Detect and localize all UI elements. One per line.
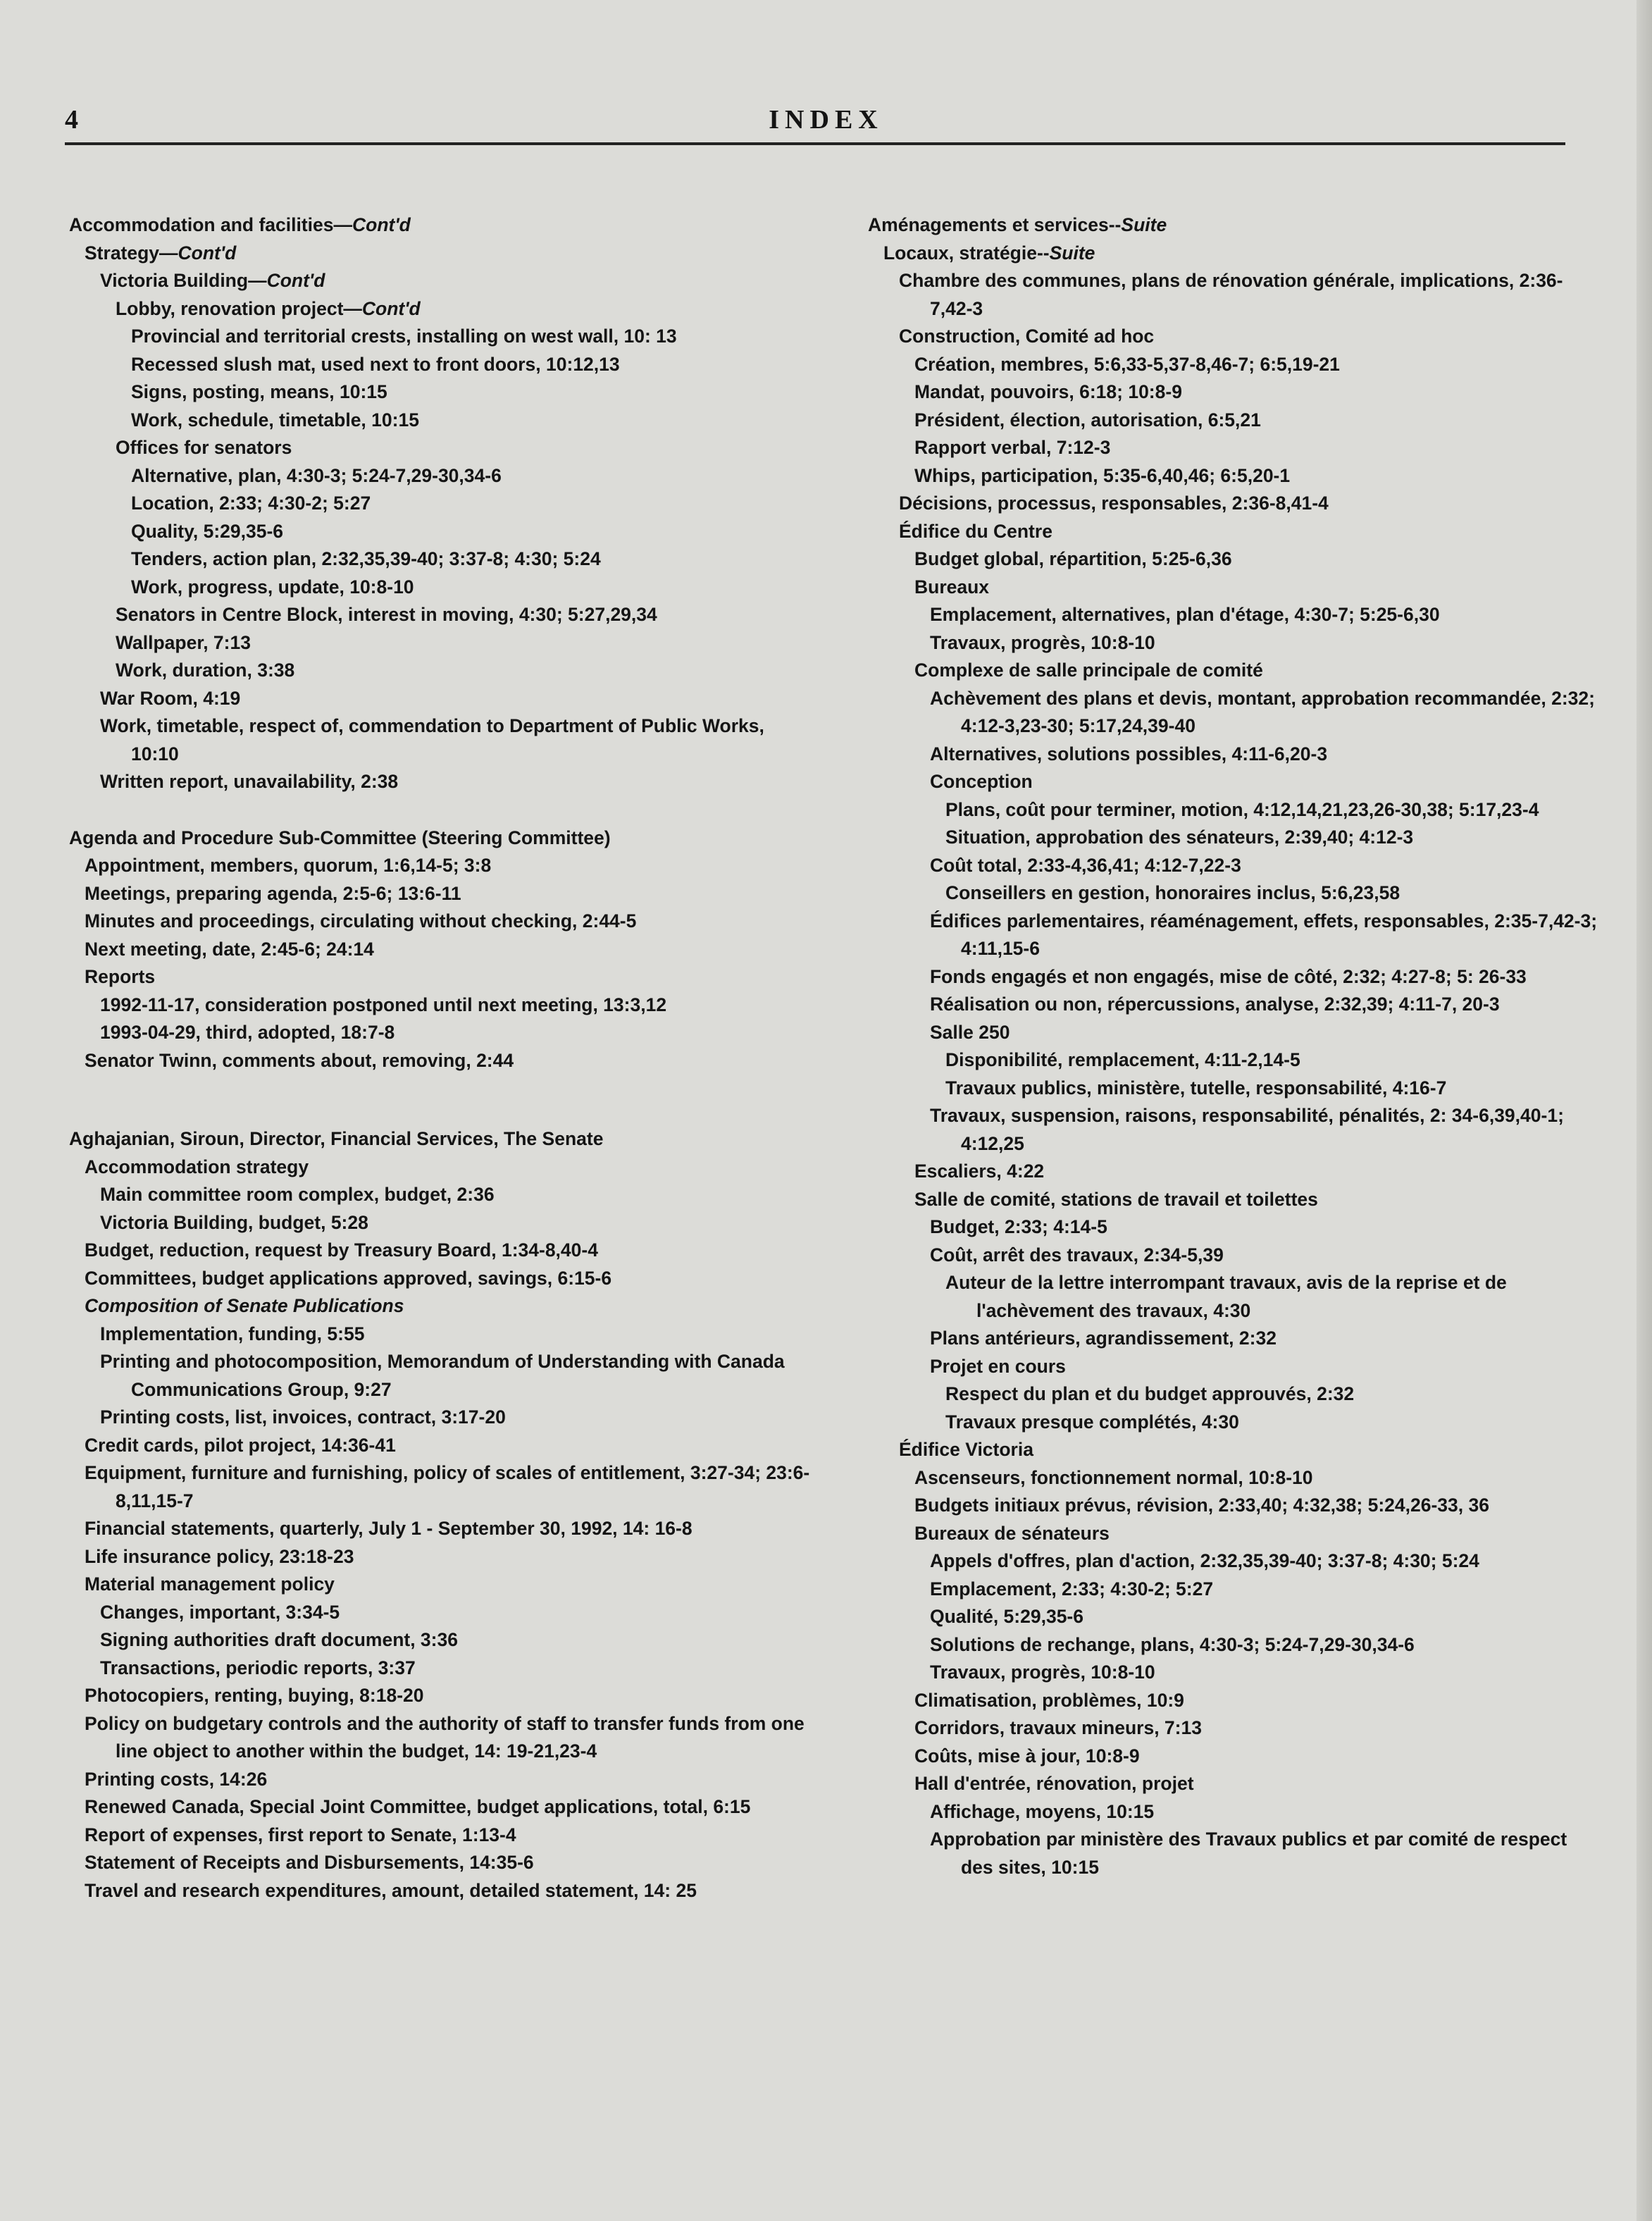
- index-entry-text: Coûts, mise à jour, 10:8-9: [914, 1745, 1140, 1767]
- index-entry: [69, 378, 816, 407]
- index-entry: [69, 490, 816, 518]
- index-entry-text: Provincial and territorial crests, installing on west wall, 10: 13: [131, 326, 677, 347]
- index-entry-separator: —: [343, 297, 362, 319]
- index-entry-text: Changes, important, 3:34-5: [100, 1601, 340, 1623]
- index-entry-text: Solutions de rechange, plans, 4:30-3; 5:24-7,29-30,34-6: [930, 1633, 1415, 1655]
- index-entry: [69, 1626, 816, 1654]
- index-entry-separator: --: [1108, 214, 1122, 235]
- index-entry-text: Décisions, processus, responsables, 2:36-8,41-4: [899, 493, 1329, 514]
- index-entry: [69, 1404, 816, 1432]
- index-entry-text: Aménagements et services: [868, 214, 1109, 235]
- index-entry-text: Life insurance policy, 23:18-23: [85, 1545, 354, 1567]
- index-entry-text: Implementation, funding, 5:55: [100, 1323, 365, 1344]
- index-entry: [69, 1710, 816, 1766]
- index-entry: [868, 462, 1601, 490]
- index-entry: [868, 879, 1601, 908]
- index-entry-text: Président, élection, autorisation, 6:5,21: [914, 409, 1261, 431]
- index-entry-text: Renewed Canada, Special Joint Committee, budget applications, total, 6:15: [85, 1796, 751, 1817]
- index-entry-text: Meetings, preparing agenda, 2:5-6; 13:6-11: [85, 882, 461, 904]
- index-entry-text: Whips, participation, 5:35-6,40,46; 6:5,20-1: [914, 464, 1291, 486]
- index-entry: [868, 1213, 1601, 1242]
- header-rule: [65, 142, 1565, 145]
- index-entry-text: Construction, Comité ad hoc: [899, 326, 1155, 347]
- index-entry: [69, 574, 816, 602]
- index-entry-text: Victoria Building, budget, 5:28: [100, 1211, 368, 1233]
- index-entry-continued: Cont'd: [266, 270, 325, 291]
- index-entry: [868, 963, 1601, 991]
- index-entry: [69, 211, 816, 240]
- index-entry: [868, 629, 1601, 657]
- index-entry-text: Recessed slush mat, used next to front doors, 10:12,13: [131, 353, 620, 375]
- index-entry-text: Locaux, stratégie: [883, 242, 1037, 264]
- index-entry: [868, 1075, 1601, 1103]
- index-entry: [868, 1770, 1601, 1798]
- index-entry-text: Location, 2:33; 4:30-2; 5:27: [131, 493, 371, 514]
- index-entry: [868, 211, 1601, 240]
- index-entry: [868, 1826, 1601, 1881]
- index-entry: [868, 434, 1601, 462]
- index-entry: [69, 323, 816, 351]
- index-entry-text: Ascenseurs, fonctionnement normal, 10:8-10: [914, 1466, 1313, 1488]
- index-entry-text: Work, duration, 3:38: [116, 660, 295, 681]
- index-entry-text: Fonds engagés et non engagés, mise de côté, 2:32; 4:27-8; 5: 26-33: [930, 965, 1527, 987]
- index-entry: [868, 490, 1601, 518]
- index-entry: [69, 936, 816, 964]
- index-entry-separator: —: [333, 214, 352, 235]
- index-entry: [69, 1682, 816, 1710]
- index-entry: [868, 1603, 1601, 1631]
- index-entry-text: Salle 250: [930, 1021, 1010, 1043]
- index-entry-text: Alternative, plan, 4:30-3; 5:24-7,29-30,34-6: [131, 464, 502, 486]
- index-entry-separator: —: [248, 270, 267, 291]
- index-entry: [69, 1047, 816, 1075]
- index-entry: [868, 1186, 1601, 1214]
- index-entry: [868, 267, 1601, 323]
- index-entry-text: Travaux, progrès, 10:8-10: [930, 1662, 1155, 1683]
- index-entry-text: Appointment, members, quorum, 1:6,14-5; 3:8: [85, 855, 492, 876]
- index-entry-text: Printing costs, 14:26: [85, 1768, 268, 1790]
- index-entry-text: Rapport verbal, 7:12-3: [914, 437, 1111, 458]
- index-entry-text: Work, progress, update, 10:8-10: [131, 576, 414, 598]
- index-entry: [868, 1409, 1601, 1437]
- index-entry: [69, 1766, 816, 1794]
- index-entry: [69, 712, 816, 768]
- index-entry: [69, 462, 816, 490]
- index-entry: [868, 1687, 1601, 1715]
- index-entry: [69, 1181, 816, 1209]
- index-entry-text: Complexe de salle principale de comité: [914, 660, 1263, 681]
- index-entry-text: Offices for senators: [116, 437, 292, 458]
- index-entry-text: Coût total, 2:33-4,36,41; 4:12-7,22-3: [930, 854, 1241, 876]
- index-entry-text: Alternatives, solutions possibles, 4:11-6,20-3: [930, 743, 1328, 765]
- index-entry: [868, 1436, 1601, 1464]
- index-entry-text: Transactions, periodic reports, 3:37: [100, 1657, 416, 1678]
- index-entry: [69, 351, 816, 379]
- page-number: 4: [65, 105, 78, 135]
- index-entry-text: Disponibilité, remplacement, 4:11-2,14-5: [945, 1049, 1300, 1070]
- index-entry: [69, 1265, 816, 1293]
- index-entry-text: Policy on budgetary controls and the authority of staff to transfer funds from one line object to another within the budget, 14: 19-21,23-4: [85, 1712, 805, 1762]
- index-entry: [868, 852, 1601, 880]
- index-entry: [69, 1571, 816, 1599]
- index-entry-text: Plans, coût pour terminer, motion, 4:12,14,21,23,26-30,38; 5:17,23-4: [945, 798, 1539, 820]
- index-entry-text: Written report, unavailability, 2:38: [100, 771, 399, 792]
- index-entry: [868, 908, 1601, 963]
- index-entry-text: Signing authorities draft document, 3:36: [100, 1629, 458, 1650]
- index-entry-text: Approbation par ministère des Travaux publics et par comité de respect des sites, 10:15: [930, 1829, 1567, 1878]
- index-entry: [868, 574, 1601, 602]
- index-entry-text: Committees, budget applications approved, savings, 6:15-6: [85, 1267, 612, 1289]
- index-entry-continued: Cont'd: [178, 242, 237, 264]
- index-entry-text: Travaux publics, ministère, tutelle, responsabilité, 4:16-7: [945, 1077, 1447, 1099]
- index-entry: [69, 1019, 816, 1047]
- index-entry: [69, 1237, 816, 1265]
- index-entry: [69, 1793, 816, 1821]
- index-entry-text: Achèvement des plans et devis, montant, approbation recommandée, 2:32; 4:12-3,23-30; 5:17,24,39-40: [930, 687, 1595, 736]
- index-entry-text: Mandat, pouvoirs, 6:18; 10:8-9: [914, 381, 1182, 402]
- index-entry-text: Conseillers en gestion, honoraires inclus, 5:6,23,58: [945, 882, 1401, 903]
- index-entry: [69, 657, 816, 685]
- index-entry: [868, 1325, 1601, 1353]
- index-entry-text: Travaux, suspension, raisons, responsabilité, pénalités, 2: 34-6,39,40-1; 4:12,25: [930, 1105, 1564, 1154]
- index-entry: [69, 963, 816, 991]
- index-entry-text: Salle de comité, stations de travail et toilettes: [914, 1188, 1318, 1210]
- index-entry-text: Tenders, action plan, 2:32,35,39-40; 3:37-8; 4:30; 5:24: [131, 548, 601, 569]
- index-entry: [69, 1543, 816, 1571]
- index-entry-text: Bureaux de sénateurs: [914, 1522, 1110, 1544]
- index-entry: [69, 295, 816, 323]
- index-entry-text: Statement of Receipts and Disbursements, 14:35-6: [85, 1852, 534, 1873]
- index-entry-text: Minutes and proceedings, circulating without checking, 2:44-5: [85, 910, 637, 932]
- index-entry-text: Aghajanian, Siroun, Director, Financial Services, The Senate: [69, 1128, 604, 1149]
- index-entry: [868, 657, 1601, 685]
- index-entry-text: Plans antérieurs, agrandissement, 2:32: [930, 1328, 1277, 1349]
- index-entry-separator: —: [159, 242, 178, 264]
- index-entry: [69, 1348, 816, 1404]
- index-entry-continued: Suite: [1049, 242, 1095, 264]
- index-entry-text: Édifices parlementaires, réaménagement, effets, responsables, 2:35-7,42-3; 4:11,15-6: [930, 910, 1598, 959]
- index-entry: [69, 1209, 816, 1237]
- left-index-column: [69, 211, 816, 1905]
- index-entry: [868, 824, 1601, 852]
- index-entry: [868, 685, 1601, 741]
- index-entry-text: Respect du plan et du budget approuvés, 2:32: [945, 1383, 1355, 1404]
- index-entry: [868, 1158, 1601, 1186]
- index-entry: [868, 768, 1601, 796]
- index-entry-text: Next meeting, date, 2:45-6; 24:14: [85, 938, 374, 960]
- index-entry: [69, 880, 816, 908]
- index-entry-text: Projet en cours: [930, 1355, 1066, 1377]
- index-entry: [69, 824, 816, 853]
- index-entry: [868, 1353, 1601, 1381]
- index-entry: [868, 1019, 1601, 1047]
- index-entry-text: Wallpaper, 7:13: [116, 631, 251, 653]
- index-entry-text: Création, membres, 5:6,33-5,37-8,46-7; 6:5,19-21: [914, 353, 1340, 375]
- index-entry: [868, 518, 1601, 546]
- index-entry-text: Accommodation strategy: [85, 1156, 309, 1177]
- index-entry: [868, 1380, 1601, 1409]
- right-index-column: [868, 211, 1601, 1881]
- index-entry: [868, 351, 1601, 379]
- index-entry: [69, 852, 816, 880]
- index-entry-text: Bureaux: [914, 576, 990, 598]
- index-entry: [868, 1046, 1601, 1075]
- index-entry-text: Lobby, renovation project: [116, 297, 344, 319]
- index-entry-text: Réalisation ou non, répercussions, analyse, 2:32,39; 4:11-7, 20-3: [930, 994, 1500, 1015]
- index-entry-text: Escaliers, 4:22: [914, 1161, 1045, 1182]
- index-entry: [69, 1515, 816, 1543]
- index-entry: [868, 1102, 1601, 1158]
- index-entry-text: Report of expenses, first report to Senate, 1:13-4: [85, 1824, 516, 1845]
- index-entry-continued: Cont'd: [352, 214, 411, 235]
- index-entry-text: Climatisation, problèmes, 10:9: [914, 1689, 1184, 1711]
- index-entry-separator: --: [1036, 242, 1050, 264]
- index-entry-text: Budget, reduction, request by Treasury Board, 1:34-8,40-4: [85, 1239, 598, 1261]
- index-entry: [868, 1492, 1601, 1520]
- page-title: INDEX: [769, 105, 883, 135]
- index-entry-text: Photocopiers, renting, buying, 8:18-20: [85, 1685, 424, 1706]
- index-entry: [868, 407, 1601, 435]
- index-entry-text: Budget, 2:33; 4:14-5: [930, 1216, 1107, 1237]
- index-entry: [868, 1659, 1601, 1687]
- index-entry: [69, 545, 816, 574]
- index-entry-text: Édifice Victoria: [899, 1439, 1033, 1460]
- index-entry-text: Reports: [85, 966, 156, 987]
- index-entry: [69, 1432, 816, 1460]
- index-entry-text: Chambre des communes, plans de rénovation générale, implications, 2:36-7,42-3: [899, 270, 1563, 319]
- index-entry: [868, 1464, 1601, 1492]
- index-entry: [868, 1520, 1601, 1548]
- index-entry-continued: Suite: [1121, 214, 1167, 235]
- index-entry: [69, 629, 816, 657]
- index-entry: [868, 240, 1601, 268]
- index-entry-text: Material management policy: [85, 1573, 335, 1595]
- index-entry-text: Main committee room complex, budget, 2:36: [100, 1184, 495, 1205]
- index-entry-text: Édifice du Centre: [899, 520, 1052, 542]
- index-entry-text: Senators in Centre Block, interest in moving, 4:30; 5:27,29,34: [116, 604, 657, 625]
- index-entry-text: Equipment, furniture and furnishing, policy of scales of entitlement, 3:27-34; 23:6-8,11,15-7: [85, 1462, 810, 1511]
- index-entry: [69, 601, 816, 629]
- index-entry-text: Emplacement, 2:33; 4:30-2; 5:27: [930, 1578, 1214, 1600]
- index-entry: [69, 1153, 816, 1182]
- index-entry-text: Corridors, travaux mineurs, 7:13: [914, 1717, 1202, 1738]
- index-entry-text: Agenda and Procedure Sub-Committee (Steering Committee): [69, 827, 611, 848]
- index-entry-text: Travel and research expenditures, amount, detailed statement, 14: 25: [85, 1879, 697, 1901]
- index-entry-text: Credit cards, pilot project, 14:36-41: [85, 1434, 396, 1456]
- index-entry: [69, 518, 816, 546]
- index-entry: [69, 1459, 816, 1515]
- index-entry: [69, 434, 816, 462]
- index-entry-text: Budget global, répartition, 5:25-6,36: [914, 548, 1232, 569]
- index-entry: [69, 240, 816, 268]
- index-entry: [868, 1743, 1601, 1771]
- index-entry: [868, 545, 1601, 574]
- index-entry: [868, 601, 1601, 629]
- index-entry: [69, 407, 816, 435]
- index-entry-text: Printing costs, list, invoices, contract, 3:17-20: [100, 1406, 506, 1428]
- index-entry: [868, 1798, 1601, 1826]
- index-entry-text: Situation, approbation des sénateurs, 2:39,40; 4:12-3: [945, 827, 1414, 848]
- index-entry-text: Hall d'entrée, rénovation, projet: [914, 1773, 1194, 1794]
- index-entry: [69, 685, 816, 713]
- index-entry: [868, 741, 1601, 769]
- index-entry-text: Budgets initiaux prévus, révision, 2:33,40; 4:32,38; 5:24,26-33, 36: [914, 1495, 1489, 1516]
- index-entry-continued: Cont'd: [361, 297, 421, 319]
- index-entry-text: Composition of Senate Publications: [85, 1295, 404, 1316]
- index-entry: [69, 768, 816, 796]
- index-entry-text: Accommodation and facilities: [69, 214, 334, 235]
- index-entry: [69, 1292, 816, 1320]
- index-entry-text: Victoria Building: [100, 270, 249, 291]
- index-entry: [868, 1576, 1601, 1604]
- index-entry: [868, 1269, 1601, 1325]
- index-entry: [69, 1821, 816, 1850]
- index-entry: [868, 1242, 1601, 1270]
- index-entry-text: Emplacement, alternatives, plan d'étage, 4:30-7; 5:25-6,30: [930, 604, 1440, 625]
- index-entry-text: Appels d'offres, plan d'action, 2:32,35,39-40; 3:37-8; 4:30; 5:24: [930, 1550, 1479, 1571]
- index-entry: [69, 1877, 816, 1905]
- index-entry-text: Printing and photocomposition, Memorandum of Understanding with Canada Communications Group, 9:27: [100, 1351, 785, 1400]
- page-edge-shadow: [1637, 0, 1652, 2221]
- index-entry: [868, 1547, 1601, 1576]
- index-entry-text: Strategy: [85, 242, 160, 264]
- index-entry-text: 1993-04-29, third, adopted, 18:7-8: [100, 1022, 395, 1043]
- index-entry: [868, 796, 1601, 824]
- index-entry-text: Conception: [930, 771, 1033, 792]
- index-entry: [868, 323, 1601, 351]
- index-entry: [69, 991, 816, 1020]
- index-entry: [868, 1631, 1601, 1659]
- index-entry-text: Work, timetable, respect of, commendation to Department of Public Works, 10:10: [100, 715, 764, 765]
- index-entry: [868, 991, 1601, 1019]
- index-entry-text: Signs, posting, means, 10:15: [131, 381, 387, 402]
- index-entry: [69, 1849, 816, 1877]
- index-entry-text: Senator Twinn, comments about, removing, 2:44: [85, 1049, 514, 1071]
- index-entry: [69, 1599, 816, 1627]
- index-entry: [69, 1320, 816, 1349]
- index-entry-text: Auteur de la lettre interrompant travaux, avis de la reprise et de l'achèvement des travaux, 4:30: [945, 1272, 1507, 1321]
- index-entry-text: 1992-11-17, consideration postponed until next meeting, 13:3,12: [100, 994, 667, 1015]
- index-entry-text: Quality, 5:29,35-6: [131, 520, 284, 542]
- index-entry-text: Financial statements, quarterly, July 1 - September 30, 1992, 14: 16-8: [85, 1518, 693, 1539]
- index-entry-text: Coût, arrêt des travaux, 2:34-5,39: [930, 1244, 1224, 1266]
- index-entry-text: Travaux presque complétés, 4:30: [945, 1411, 1239, 1433]
- index-entry-text: Qualité, 5:29,35-6: [930, 1606, 1083, 1627]
- index-entry: [69, 908, 816, 936]
- index-entry-text: Work, schedule, timetable, 10:15: [131, 409, 419, 431]
- index-entry: [69, 267, 816, 295]
- index-entry: [868, 1714, 1601, 1743]
- index-entry: [69, 1125, 816, 1153]
- index-entry: [868, 378, 1601, 407]
- index-entry-text: Travaux, progrès, 10:8-10: [930, 631, 1155, 653]
- index-entry-text: War Room, 4:19: [100, 687, 241, 709]
- index-entry: [69, 1654, 816, 1683]
- index-entry-text: Affichage, moyens, 10:15: [930, 1800, 1155, 1822]
